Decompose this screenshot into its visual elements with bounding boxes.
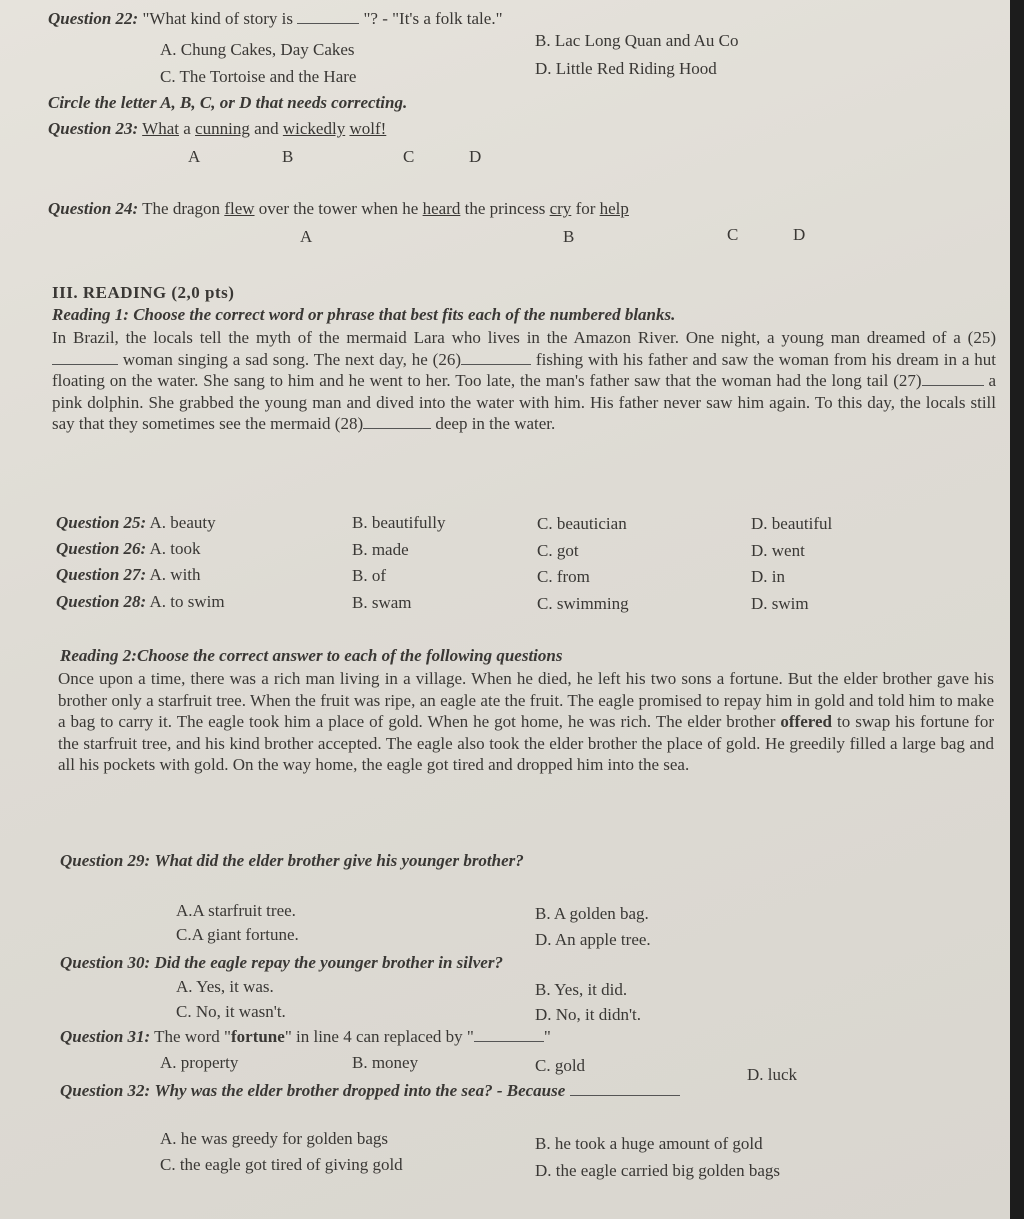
question-27-option-a[interactable]: A. with xyxy=(149,565,201,584)
question-23-label: Question 23: xyxy=(48,119,139,138)
question-32-option-d[interactable]: D. the eagle carried big golden bags xyxy=(535,1161,780,1180)
blank-28[interactable] xyxy=(363,413,431,429)
question-23-word-e[interactable]: wolf! xyxy=(349,119,387,138)
question-28-option-a[interactable]: A. to swim xyxy=(149,592,225,611)
reading-heading: III. READING (2,0 pts) xyxy=(52,283,235,302)
question-32-blank[interactable] xyxy=(570,1080,680,1096)
question-30-option-a[interactable]: A. Yes, it was. xyxy=(176,977,274,996)
question-24-text-2: over the tower when he xyxy=(258,199,419,218)
question-23-word-and: and xyxy=(254,119,279,138)
question-23-letter-d[interactable]: D xyxy=(469,147,482,166)
question-31-option-d[interactable]: D. luck xyxy=(747,1065,798,1084)
question-27-row xyxy=(56,564,201,586)
question-26-option-c[interactable]: C. got xyxy=(537,541,579,560)
question-24-letter-a[interactable]: A xyxy=(300,227,313,246)
question-30-label: Question 30: xyxy=(60,953,151,972)
question-28-option-b[interactable]: B. swam xyxy=(352,593,412,612)
question-22-option-d[interactable]: D. Little Red Riding Hood xyxy=(535,59,717,78)
reading-2-text-2: to swap his fortune for the starfruit tree, and his kind brother accepted. The eagle also took the elder brother the place of gold. He greedily filled a large bag and all his pockets with gold. On the way home, the eagle got tired and dropped him into the sea. xyxy=(58,712,994,774)
question-22-option-b[interactable]: B. Lac Long Quan and Au Co xyxy=(535,31,739,50)
question-29-option-b[interactable]: B. A golden bag. xyxy=(535,904,649,923)
question-25-option-c[interactable]: C. beautician xyxy=(537,514,627,533)
question-23-letter-c[interactable]: C xyxy=(403,147,415,166)
question-31-text-3: " xyxy=(543,1027,551,1046)
question-22-stem xyxy=(48,8,503,30)
question-22-label: Question 22: xyxy=(48,9,139,28)
reading-2-text-1: Once upon a time, there was a rich man living in a village. When he died, he left his two sons a fortune. But the elder brother gave his brother only a starfruit tree. When the fruit was ripe, an eagle ate the fruit. The eagle promised to repay him in gold and told him to make a bag to carry it. The eagle took him a place of gold. When he got home, he was rich. The elder brother xyxy=(58,669,994,731)
question-24-text-4: for xyxy=(575,199,596,218)
question-25-row xyxy=(56,512,216,534)
question-30-option-c[interactable]: C. No, it wasn't. xyxy=(176,1002,286,1021)
question-23-letter-a[interactable]: A xyxy=(188,147,201,166)
question-22-text-b: "? - "It's a folk tale." xyxy=(363,9,503,28)
question-32-option-c[interactable]: C. the eagle got tired of giving gold xyxy=(160,1155,403,1174)
reading-1-text-4: a pink dolphin. She grabbed the young man and dived into the water with him. His father never saw him again. To this day, the locals still say that they sometimes see the mermaid (28) xyxy=(52,371,997,433)
question-32-text: Why was the elder brother dropped into the sea? - Because xyxy=(154,1081,566,1100)
question-32-option-a[interactable]: A. he was greedy for golden bags xyxy=(160,1129,389,1148)
question-26-row xyxy=(56,538,201,560)
question-23-letter-b[interactable]: B xyxy=(282,147,294,166)
question-27-option-d[interactable]: D. in xyxy=(751,567,785,586)
reading-1-text-1: In Brazil, the locals tell the myth of the mermaid Lara who lives in the Amazon River. One night, a young man dreamed of a (25) xyxy=(52,328,996,347)
question-30-option-b[interactable]: B. Yes, it did. xyxy=(535,980,628,999)
question-27-option-c[interactable]: C. from xyxy=(537,567,590,586)
question-31-text-2: " in line 4 can replaced by " xyxy=(284,1027,474,1046)
question-29-stem xyxy=(60,850,524,872)
question-23-stem xyxy=(48,118,386,140)
question-31-text-1: The word " xyxy=(154,1027,231,1046)
question-31-option-b[interactable]: B. money xyxy=(352,1053,419,1072)
question-22-option-a[interactable]: A. Chung Cakes, Day Cakes xyxy=(160,40,355,59)
question-24-letter-c[interactable]: C xyxy=(727,225,739,244)
question-23-word-b[interactable]: a xyxy=(183,119,191,138)
question-24-word-a[interactable]: flew xyxy=(224,199,255,218)
question-31-blank[interactable] xyxy=(474,1026,544,1042)
question-24-word-d[interactable]: help xyxy=(599,199,629,218)
question-25-label: Question 25: xyxy=(56,513,147,532)
question-28-option-d[interactable]: D. swim xyxy=(751,594,809,613)
question-22-option-c[interactable]: C. The Tortoise and the Hare xyxy=(160,67,357,86)
blank-25[interactable] xyxy=(52,349,118,365)
question-22-blank[interactable] xyxy=(297,8,359,24)
question-30-option-d[interactable]: D. No, it didn't. xyxy=(535,1005,642,1024)
question-23-word-a[interactable]: What xyxy=(142,119,179,138)
question-32-label: Question 32: xyxy=(60,1081,151,1100)
question-26-option-d[interactable]: D. went xyxy=(751,541,805,560)
question-30-stem xyxy=(60,952,503,974)
question-22-text-a: "What kind of story is xyxy=(142,9,293,28)
question-30-text: Did the eagle repay the younger brother in silver? xyxy=(154,953,503,972)
reading-1-passage xyxy=(52,327,996,435)
question-29-text: What did the elder brother give his younger brother? xyxy=(154,851,524,870)
question-25-option-a[interactable]: A. beauty xyxy=(149,513,216,532)
question-24-text-3: the princess xyxy=(464,199,546,218)
question-24-stem xyxy=(48,198,629,220)
question-27-option-b[interactable]: B. of xyxy=(352,566,386,585)
question-24-text-1: The dragon xyxy=(142,199,221,218)
question-31-label: Question 31: xyxy=(60,1027,151,1046)
question-29-option-c[interactable]: C.A giant fortune. xyxy=(176,925,299,944)
question-31-bold-word: fortune xyxy=(230,1027,285,1046)
question-26-label: Question 26: xyxy=(56,539,147,558)
question-28-row xyxy=(56,591,225,613)
blank-27[interactable] xyxy=(922,370,984,386)
question-25-option-d[interactable]: D. beautiful xyxy=(751,514,833,533)
question-32-option-b[interactable]: B. he took a huge amount of gold xyxy=(535,1134,763,1153)
reading-2-bold-word: offered xyxy=(780,712,832,731)
question-27-label: Question 27: xyxy=(56,565,147,584)
question-23-word-c[interactable]: cunning xyxy=(195,119,250,138)
question-32-stem xyxy=(60,1080,680,1102)
question-23-word-d[interactable]: wickedly xyxy=(282,119,346,138)
question-24-letter-d[interactable]: D xyxy=(793,225,806,244)
question-31-option-c[interactable]: C. gold xyxy=(535,1056,586,1075)
question-28-option-c[interactable]: C. swimming xyxy=(537,594,629,613)
question-24-word-c[interactable]: cry xyxy=(549,199,572,218)
question-25-option-b[interactable]: B. beautifully xyxy=(352,513,446,532)
question-26-option-b[interactable]: B. made xyxy=(352,540,409,559)
circle-instruction: Circle the letter A, B, C, or D that needs correcting. xyxy=(48,93,408,112)
question-28-label: Question 28: xyxy=(56,592,147,611)
question-29-label: Question 29: xyxy=(60,851,151,870)
question-31-option-a[interactable]: A. property xyxy=(160,1053,239,1072)
reading-1-text-2: woman singing a sad song. The next day, he (26) xyxy=(122,349,462,369)
reading-1-title: Reading 1: Choose the correct word or phrase that best fits each of the numbered blanks. xyxy=(52,305,676,324)
reading-2-passage xyxy=(58,668,994,776)
reading-1-text-5: deep in the water. xyxy=(435,414,556,433)
question-24-word-b[interactable]: heard xyxy=(422,199,461,218)
reading-1-text-3: fishing with his father and saw the woman from his dream in a hut floating on the water. She sang to him and he went to her. Too late, the man's father saw that the woman had the long tail (27) xyxy=(52,349,997,390)
question-24-label: Question 24: xyxy=(48,199,139,218)
blank-26[interactable] xyxy=(461,349,531,365)
question-26-option-a[interactable]: A. took xyxy=(149,539,201,558)
reading-2-title: Reading 2:Choose the correct answer to each of the following questions xyxy=(60,646,563,665)
question-31-stem xyxy=(60,1026,551,1048)
question-29-option-a[interactable]: A.A starfruit tree. xyxy=(176,901,296,920)
question-29-option-d[interactable]: D. An apple tree. xyxy=(535,930,651,949)
question-24-letter-b[interactable]: B xyxy=(563,227,575,246)
